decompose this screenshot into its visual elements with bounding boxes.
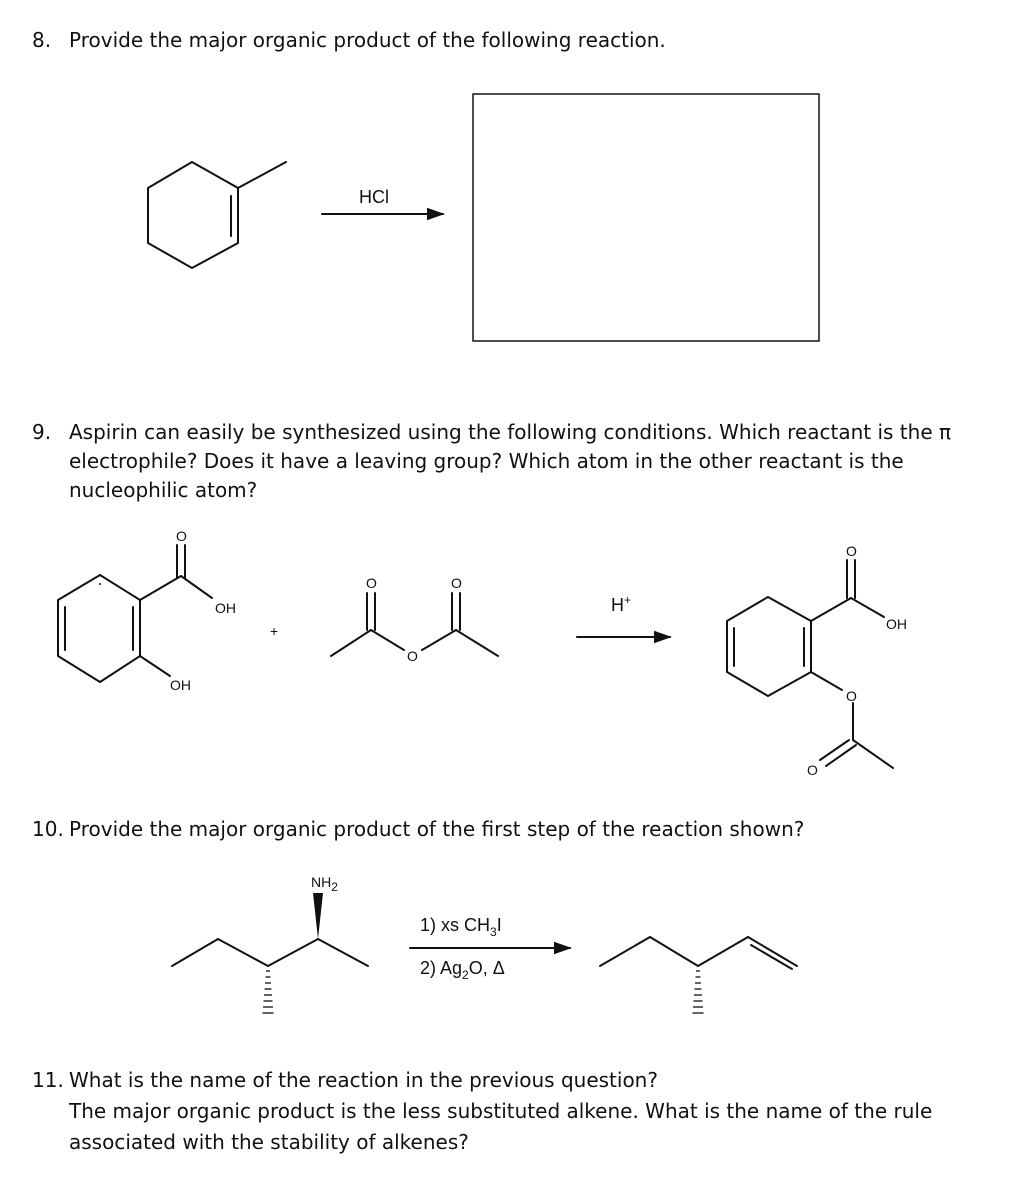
q9-anhydride-bridge-o: O: [407, 648, 418, 664]
question-8-text: Provide the major organic product of the following reaction.: [69, 28, 666, 52]
q9-asp-acetyl-o: O: [807, 762, 818, 778]
q9-aspirin-structure: [727, 560, 893, 768]
q8-methylcyclohexene-structure: [148, 162, 286, 268]
q9-sa-phenol-oh: OH: [170, 677, 191, 693]
q10-product-hashed-bond: [693, 971, 704, 1013]
question-11-line-1: What is the name of the reaction in the previous question?: [69, 1068, 658, 1092]
q9-asp-acid-oh: OH: [886, 616, 907, 632]
question-11-line-3: associated with the stability of alkenes?: [69, 1130, 469, 1154]
q9-anhydride-o-left: O: [366, 575, 377, 591]
q10-hashed-bond: [263, 971, 274, 1013]
question-9-number: 9.: [32, 420, 52, 444]
q9-sa-carbonyl-o: O: [176, 528, 187, 544]
q10-step1-reagent: 1) xs $CH_3I$: [420, 915, 502, 939]
q9-catalyst-label: H+: [611, 593, 632, 615]
q9-sa-acid-oh: OH: [215, 600, 236, 616]
q9-anhydride-o-right: O: [451, 575, 462, 591]
question-9-line-3: nucleophilic atom?: [69, 478, 258, 502]
question-9-line-1: Aspirin can easily be synthesized using the following conditions. Which reactant is the π: [69, 420, 952, 444]
question-10-number: 10.: [32, 817, 64, 841]
q10-amine-label: NH2: [311, 874, 338, 894]
question-11-number: 11.: [32, 1068, 64, 1092]
q9-acetic-anhydride-structure: [331, 593, 498, 656]
q8-reagent-label: HCl: [359, 187, 389, 207]
q8-answer-box: [473, 94, 819, 341]
q9-asp-ester-o: O: [846, 688, 857, 704]
question-11-line-2: The major organic product is the less substituted alkene. What is the name of the rule: [69, 1099, 933, 1123]
question-9-line-2: electrophile? Does it have a leaving group? Which atom in the other reactant is the: [69, 449, 904, 473]
q10-amine-structure: [172, 939, 368, 966]
q9-salicylic-acid-structure: [58, 545, 212, 682]
question-8-number: 8.: [32, 28, 52, 52]
q10-step2-reagent: 2) $Ag_2O$, Δ: [420, 958, 505, 982]
q10-alkene-structure: [600, 937, 797, 969]
question-10-text: Provide the major organic product of the first step of the reaction shown?: [69, 817, 805, 841]
q9-asp-carbonyl-o: O: [846, 543, 857, 559]
q10-wedge-bond: [313, 893, 323, 939]
q9-plus-sign: +: [270, 623, 279, 639]
